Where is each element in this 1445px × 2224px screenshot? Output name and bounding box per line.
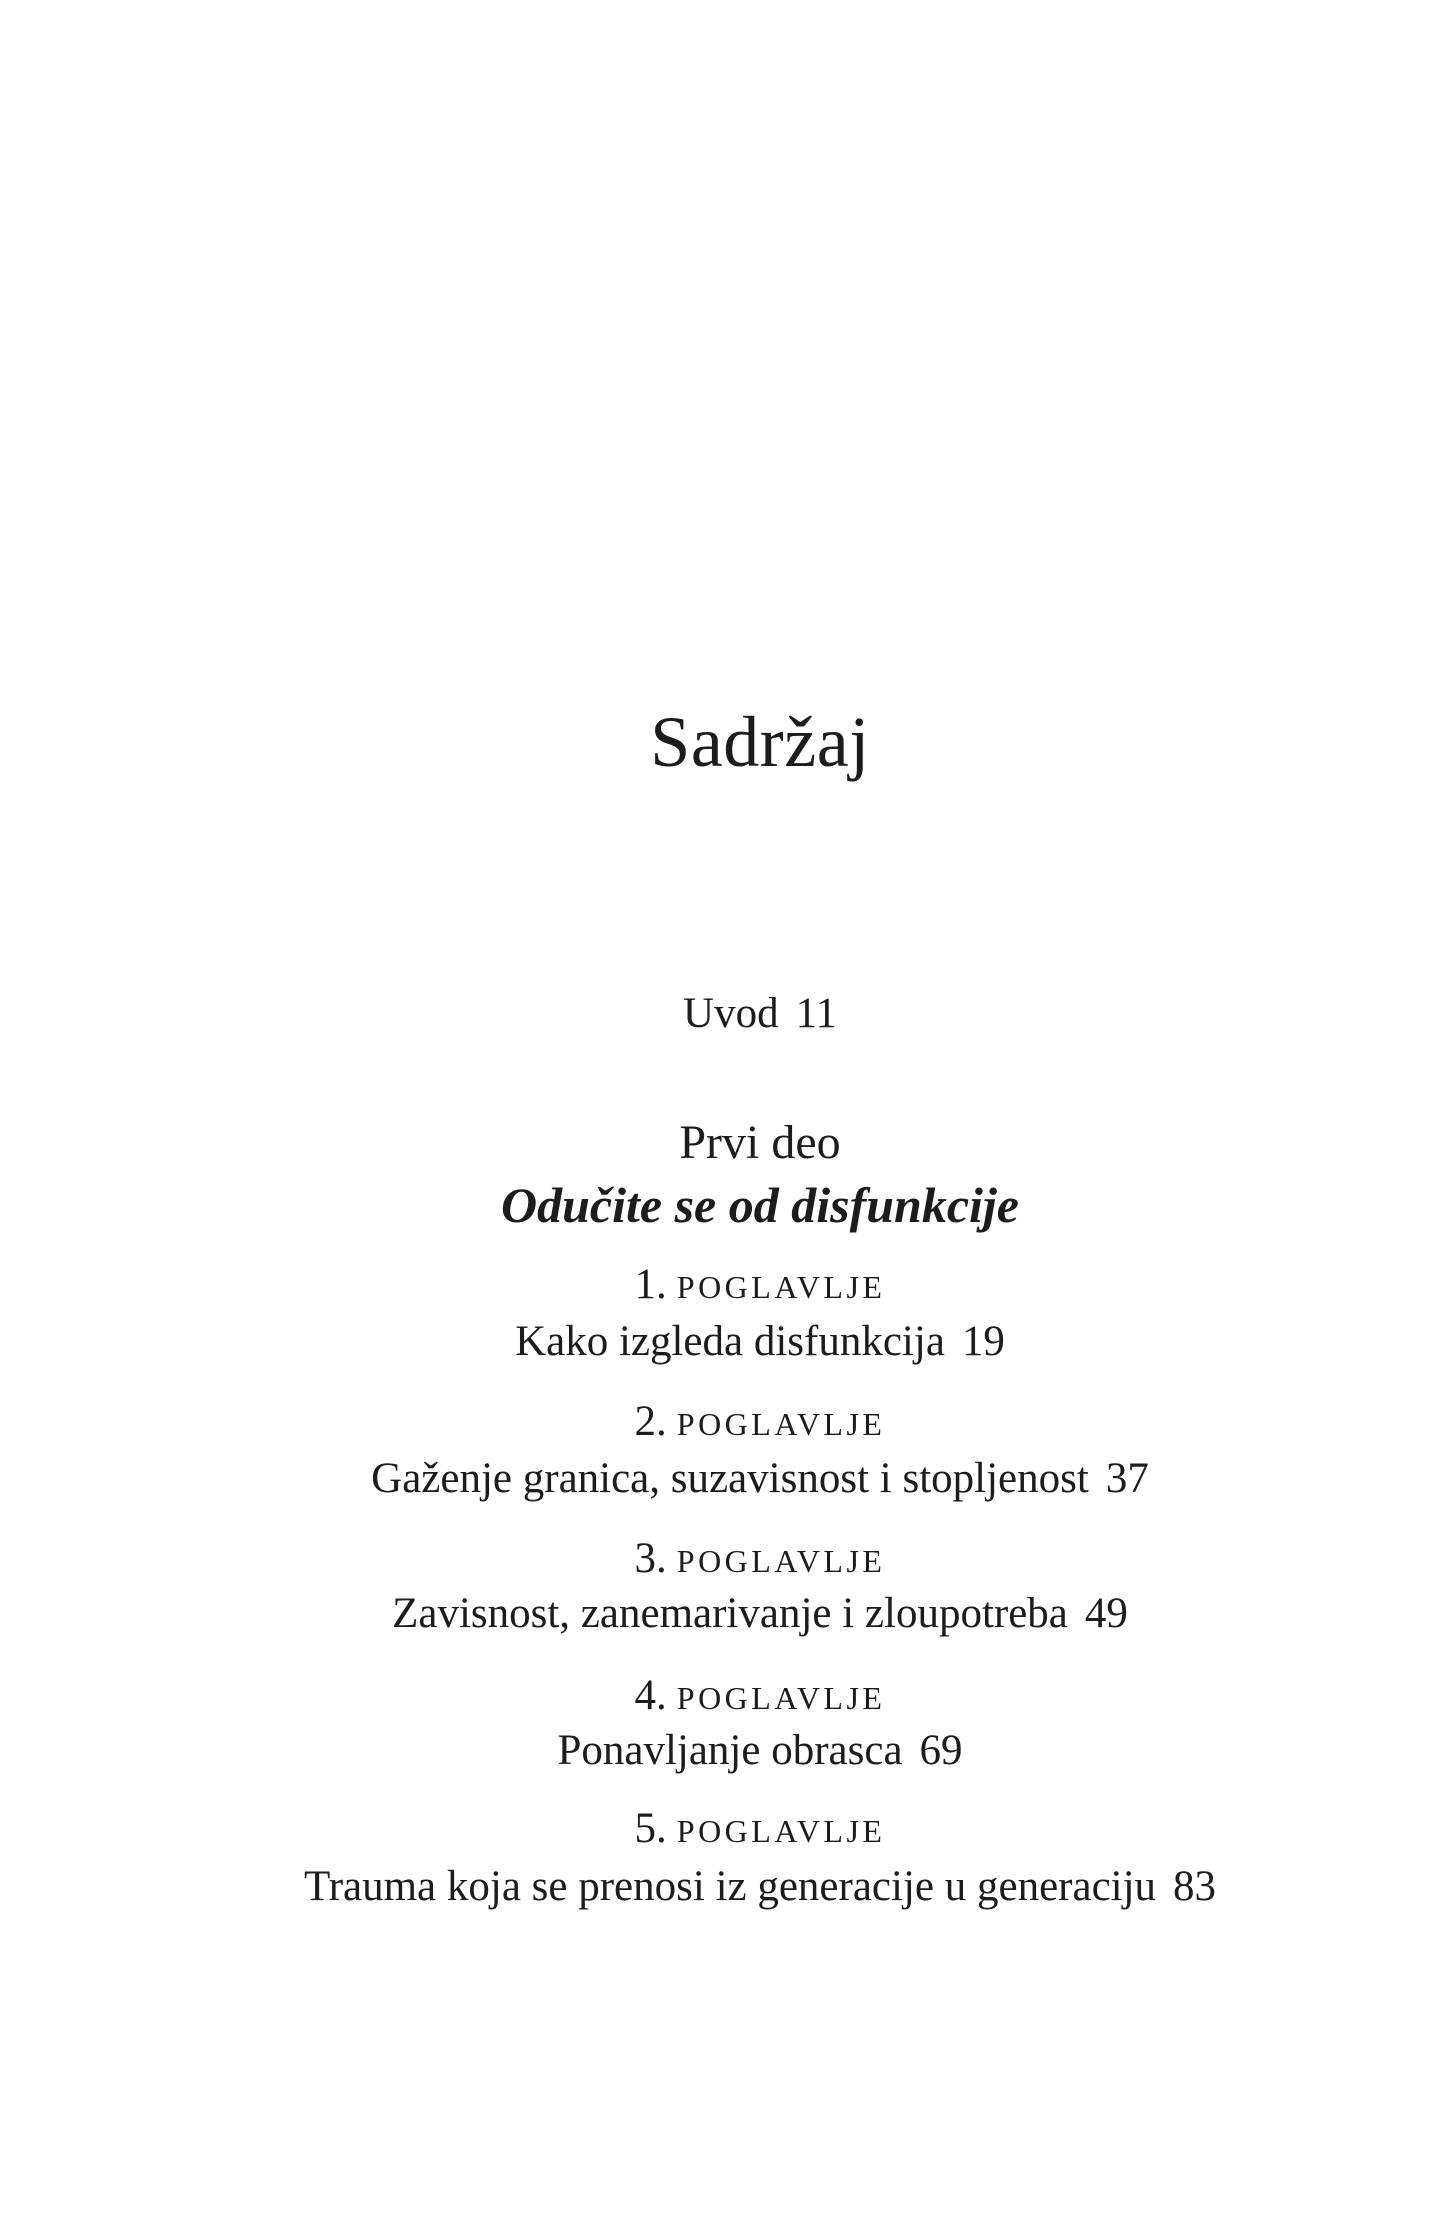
chapter-4-title: Ponavljanje obrasca — [557, 1727, 903, 1774]
chapter-2-number: 2. — [634, 1398, 667, 1445]
intro-page-number: 11 — [795, 990, 837, 1037]
chapter-5-number: 5. — [634, 1805, 667, 1852]
chapter-4-entry — [75, 1729, 1445, 1772]
page-title: Sadržaj — [650, 702, 870, 782]
chapter-1-title: Kako izgleda disfunkcija — [515, 1318, 945, 1365]
chapter-5-heading — [75, 1807, 1445, 1850]
chapter-4-page-number: 69 — [919, 1727, 963, 1774]
chapter-2-entry — [75, 1457, 1445, 1500]
chapter-1-entry — [75, 1320, 1445, 1363]
chapter-2-page-number: 37 — [1105, 1455, 1149, 1502]
chapter-2-kicker: POGLAVLJE — [676, 1406, 886, 1442]
chapter-4-kicker: POGLAVLJE — [676, 1680, 886, 1716]
chapter-3-entry — [75, 1592, 1445, 1635]
chapter-3-number: 3. — [634, 1535, 667, 1582]
chapter-1-heading — [75, 1263, 1445, 1306]
chapter-5-kicker: POGLAVLJE — [676, 1813, 886, 1849]
toc-entry-intro — [75, 992, 1445, 1035]
chapter-4-number: 4. — [634, 1672, 667, 1719]
chapter-1-number: 1. — [634, 1261, 667, 1308]
chapter-5-entry — [75, 1865, 1445, 1908]
chapter-1-page-number: 19 — [961, 1318, 1005, 1365]
chapter-3-heading — [75, 1537, 1445, 1580]
part-title: Odučite se od disfunkcije — [500, 1177, 1020, 1233]
chapter-4-heading — [75, 1674, 1445, 1717]
chapter-5-title: Trauma koja se prenosi iz generacije u generaciju — [303, 1863, 1157, 1910]
chapter-3-kicker: POGLAVLJE — [676, 1543, 886, 1579]
toc-content — [75, 0, 1445, 2224]
part-kicker: Prvi deo — [679, 1116, 841, 1169]
chapter-1-kicker: POGLAVLJE — [676, 1269, 886, 1305]
chapter-3-title: Zavisnost, zanemarivanje i zloupotreba — [392, 1590, 1068, 1637]
chapter-2-title: Gaženje granica, suzavisnost i stopljenost — [371, 1455, 1089, 1502]
chapter-2-heading — [75, 1400, 1445, 1443]
chapter-5-page-number: 83 — [1173, 1863, 1217, 1910]
chapter-3-page-number: 49 — [1084, 1590, 1128, 1637]
intro-label: Uvod — [683, 990, 779, 1037]
